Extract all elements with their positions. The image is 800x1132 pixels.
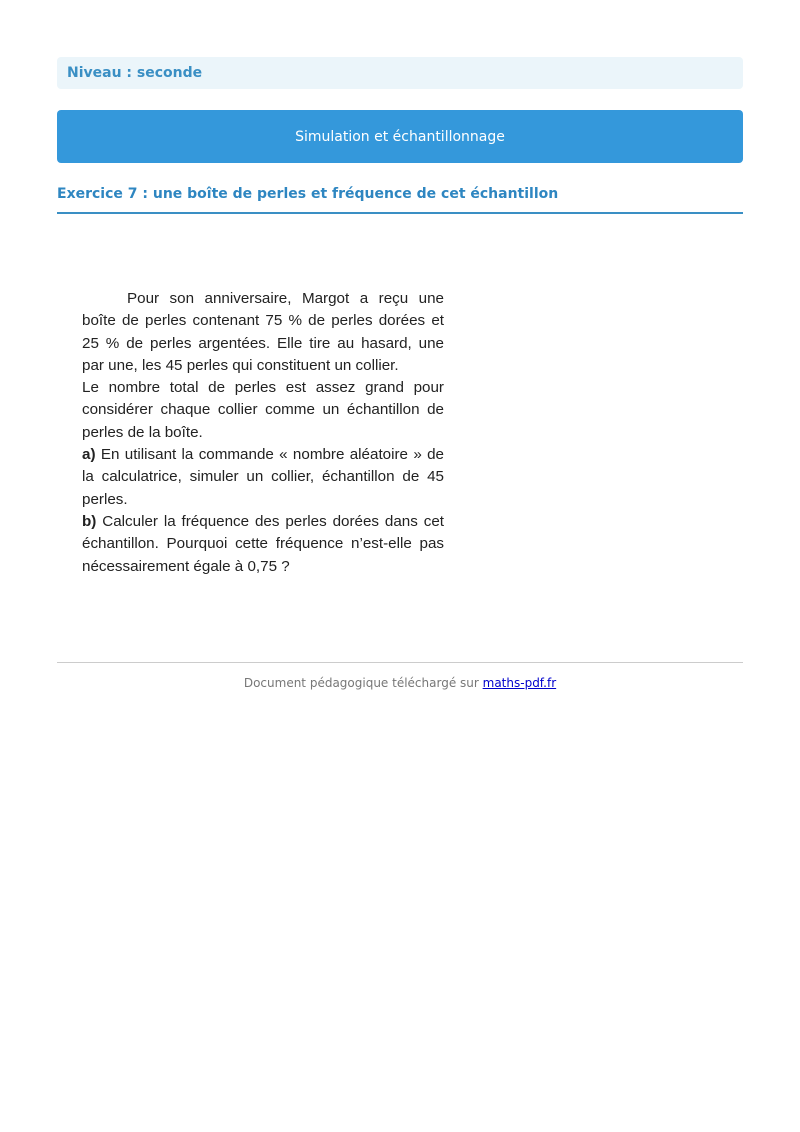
- footer-text: Document pédagogique téléchargé sur: [243, 676, 483, 690]
- title-divider: [57, 212, 743, 214]
- question-a: [82, 444, 444, 511]
- question-b-text: Calculer la fréquence des perles dorées dans cet échantillon. Pourquoi cette fréquence n’est-elle pas nécessairement égale à 0,75 ?: [82, 512, 444, 575]
- chapter-banner: [57, 110, 743, 163]
- level-label: Niveau : seconde: [67, 65, 203, 81]
- footer-link[interactable]: maths-pdf.fr: [482, 676, 557, 690]
- exercise-statement: [82, 288, 444, 578]
- question-a-label: a): [82, 446, 96, 464]
- level-box: [57, 57, 743, 89]
- exercise-context: Le nombre total de perles est assez grand pour considérer chaque collier comme un échantillon de perles de la boîte.: [82, 379, 444, 441]
- exercise-intro: Pour son anniversaire, Margot a reçu une boîte de perles contenant 75 % de perles dorées et 25 % de perles argentées. Elle tire au hasard, une par une, les 45 perles qui constituent un collier.: [82, 290, 444, 374]
- footer-divider: [57, 662, 743, 663]
- footer: [57, 676, 743, 690]
- question-b: [82, 511, 444, 578]
- question-a-text: En utilisant la commande « nombre aléatoire » de la calculatrice, simuler un collier, échantillon de 45 perles.: [82, 446, 444, 508]
- exercise-title: Exercice 7 : une boîte de perles et fréquence de cet échantillon: [57, 186, 559, 202]
- question-b-label: b): [82, 512, 97, 530]
- chapter-title: Simulation et échantillonnage: [295, 128, 505, 145]
